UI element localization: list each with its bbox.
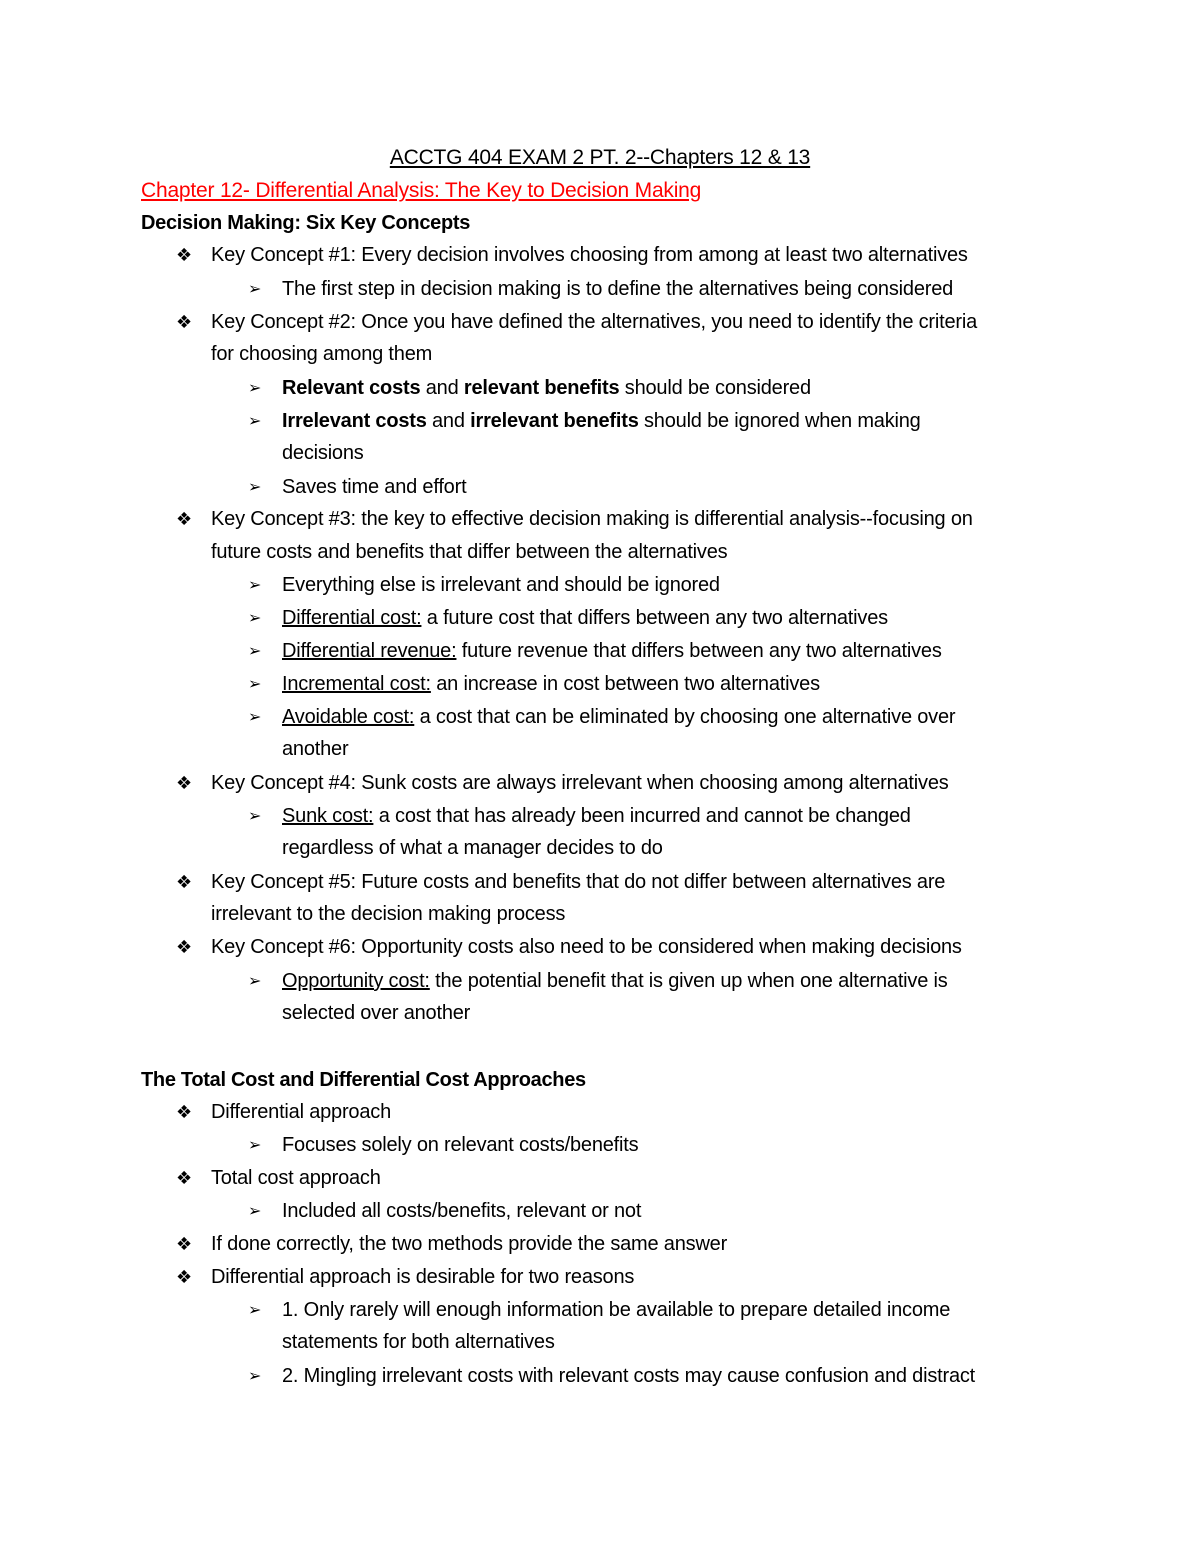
arrowhead-bullet-icon: ➢ bbox=[248, 577, 262, 594]
reason-1-line1: 1. Only rarely will enough information be available to prepare detailed income bbox=[282, 1299, 951, 1321]
arrowhead-bullet-icon: ➢ bbox=[248, 1302, 262, 1319]
arrowhead-bullet-icon: ➢ bbox=[248, 676, 262, 693]
reason-2: 2. Mingling irrelevant costs with relevant costs may cause confusion and distract bbox=[282, 1365, 976, 1387]
diamond-bullet-icon: ❖ bbox=[176, 1102, 193, 1122]
key-concept-4: Key Concept #4: Sunk costs are always irrelevant when choosing among alternatives bbox=[211, 772, 949, 794]
key-concept-3-line1: Key Concept #3: the key to effective decision making is differential analysis--focusing on bbox=[211, 508, 973, 530]
arrowhead-bullet-icon: ➢ bbox=[248, 973, 262, 990]
section-heading-six-key-concepts: Decision Making: Six Key Concepts bbox=[141, 212, 471, 234]
definition-differential-cost: Differential cost: a future cost that differs between any two alternatives bbox=[282, 607, 888, 629]
definition-avoidable-cost: Avoidable cost: a cost that can be eliminated by choosing one alternative over bbox=[282, 706, 956, 728]
diamond-bullet-icon: ❖ bbox=[176, 1267, 193, 1287]
differential-desirable: Differential approach is desirable for two reasons bbox=[211, 1266, 635, 1288]
key-concept-2-irrelevant-line2: decisions bbox=[282, 442, 364, 464]
document-title: ACCTG 404 EXAM 2 PT. 2--Chapters 12 & 13 bbox=[389, 146, 811, 169]
definition-sunk-cost: Sunk cost: a cost that has already been incurred and cannot be changed bbox=[282, 805, 911, 827]
chapter-heading: Chapter 12- Differential Analysis: The Key to Decision Making bbox=[141, 179, 702, 202]
key-concept-3-everything-else: Everything else is irrelevant and should be ignored bbox=[282, 574, 720, 596]
key-concept-5-line2: irrelevant to the decision making process bbox=[211, 903, 566, 925]
arrowhead-bullet-icon: ➢ bbox=[248, 281, 262, 298]
key-concept-1: Key Concept #1: Every decision involves choosing from among at least two alternatives bbox=[211, 244, 968, 266]
differential-approach: Differential approach bbox=[211, 1101, 391, 1123]
diamond-bullet-icon: ❖ bbox=[176, 312, 193, 332]
total-cost-approach: Total cost approach bbox=[211, 1167, 381, 1189]
differential-approach-detail: Focuses solely on relevant costs/benefits bbox=[282, 1134, 639, 1156]
arrowhead-bullet-icon: ➢ bbox=[248, 413, 262, 430]
arrowhead-bullet-icon: ➢ bbox=[248, 1203, 262, 1220]
key-concept-5-line1: Key Concept #5: Future costs and benefits that do not differ between alternatives are bbox=[211, 871, 946, 893]
definition-differential-revenue: Differential revenue: future revenue that differs between any two alternatives bbox=[282, 640, 942, 662]
diamond-bullet-icon: ❖ bbox=[176, 509, 193, 529]
same-answer-note: If done correctly, the two methods provide the same answer bbox=[211, 1233, 728, 1255]
key-concept-6: Key Concept #6: Opportunity costs also need to be considered when making decisions bbox=[211, 936, 962, 958]
diamond-bullet-icon: ❖ bbox=[176, 245, 193, 265]
arrowhead-bullet-icon: ➢ bbox=[248, 808, 262, 825]
arrowhead-bullet-icon: ➢ bbox=[248, 610, 262, 627]
key-concept-1-detail: The first step in decision making is to define the alternatives being considered bbox=[282, 278, 954, 300]
total-cost-approach-detail: Included all costs/benefits, relevant or not bbox=[282, 1200, 642, 1222]
arrowhead-bullet-icon: ➢ bbox=[248, 380, 262, 397]
key-concept-2-saves-time: Saves time and effort bbox=[282, 476, 467, 498]
definition-avoidable-cost-line2: another bbox=[282, 738, 349, 760]
key-concept-3-line2: future costs and benefits that differ between the alternatives bbox=[211, 541, 728, 563]
definition-opportunity-cost: Opportunity cost: the potential benefit that is given up when one alternative is bbox=[282, 970, 948, 992]
arrowhead-bullet-icon: ➢ bbox=[248, 1137, 262, 1154]
arrowhead-bullet-icon: ➢ bbox=[248, 709, 262, 726]
key-concept-2-irrelevant: Irrelevant costs and irrelevant benefits should be ignored when making bbox=[282, 410, 921, 432]
arrowhead-bullet-icon: ➢ bbox=[248, 1368, 262, 1385]
arrowhead-bullet-icon: ➢ bbox=[248, 479, 262, 496]
key-concept-2-line2: for choosing among them bbox=[211, 343, 433, 365]
diamond-bullet-icon: ❖ bbox=[176, 773, 193, 793]
diamond-bullet-icon: ❖ bbox=[176, 1234, 193, 1254]
key-concept-2-line1: Key Concept #2: Once you have defined the alternatives, you need to identify the criteria bbox=[211, 311, 978, 333]
diamond-bullet-icon: ❖ bbox=[176, 1168, 193, 1188]
definition-incremental-cost: Incremental cost: an increase in cost between two alternatives bbox=[282, 673, 820, 695]
diamond-bullet-icon: ❖ bbox=[176, 872, 193, 892]
key-concept-2-relevant: Relevant costs and relevant benefits should be considered bbox=[282, 377, 811, 399]
diamond-bullet-icon: ❖ bbox=[176, 937, 193, 957]
reason-1-line2: statements for both alternatives bbox=[282, 1331, 555, 1353]
arrowhead-bullet-icon: ➢ bbox=[248, 643, 262, 660]
definition-sunk-cost-line2: regardless of what a manager decides to do bbox=[282, 837, 663, 859]
section-heading-cost-approaches: The Total Cost and Differential Cost Approaches bbox=[141, 1069, 586, 1091]
definition-opportunity-cost-line2: selected over another bbox=[282, 1002, 471, 1024]
